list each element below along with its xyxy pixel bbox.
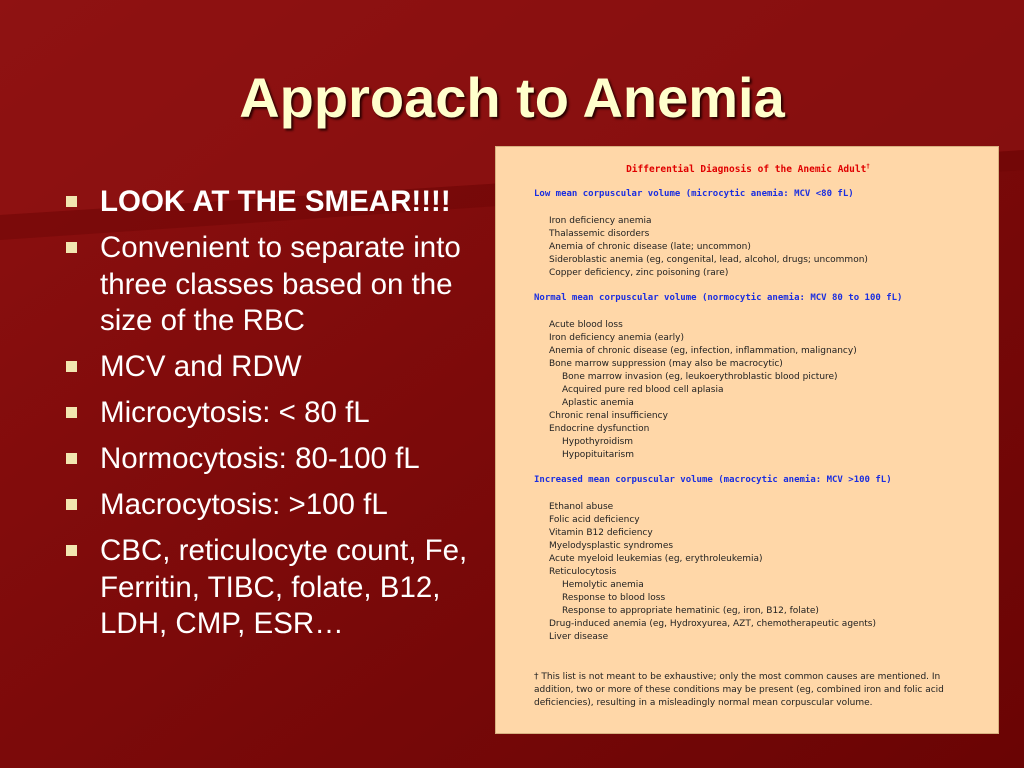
list-item: Anemia of chronic disease (eg, infection, inflammation, malignancy): [549, 346, 857, 356]
square-bullet-icon: [66, 545, 77, 556]
bullet-text: Microcytosis: < 80 fL: [100, 396, 370, 429]
list-item: Response to appropriate hematinic (eg, iron, B12, folate): [562, 606, 819, 616]
table-footnote: † This list is not meant to be exhaustive; only the most common causes are mentioned. In addition, two or more of these conditions may be present (eg, combined iron and folic acid deficiencies), resulting in a misleadingly normal mean corpuscular volume.: [534, 672, 944, 708]
bullet-item: [62, 533, 482, 643]
square-bullet-icon: [66, 196, 77, 207]
bullet-item: [62, 184, 482, 221]
list-item: Drug-induced anemia (eg, Hydroxyurea, AZT, chemotherapeutic agents): [549, 619, 877, 629]
list-item: Thalassemic disorders: [549, 229, 650, 239]
list-item: Acquired pure red blood cell aplasia: [562, 385, 724, 395]
list-item: Hypothyroidism: [562, 437, 634, 447]
bullet-text: Macrocytosis: >100 fL: [100, 488, 388, 521]
list-item: Folic acid deficiency: [549, 515, 640, 525]
section-heading-microcytic: Low mean corpuscular volume (microcytic anemia: MCV <80 fL): [534, 189, 854, 199]
list-item: Vitamin B12 deficiency: [549, 528, 653, 538]
square-bullet-icon: [66, 242, 77, 253]
list-item: Copper deficiency, zinc poisoning (rare): [549, 268, 729, 278]
list-item: Acute blood loss: [549, 320, 623, 330]
slide-title: Approach to Anemia: [239, 66, 785, 129]
section-heading-normocytic: Normal mean corpuscular volume (normocytic anemia: MCV 80 to 100 fL): [534, 293, 903, 303]
list-item: Acute myeloid leukemias (eg, erythroleukemia): [549, 554, 763, 564]
list-item: Iron deficiency anemia: [549, 216, 652, 226]
bullet-item: [62, 487, 482, 524]
list-item: Sideroblastic anemia (eg, congenital, lead, alcohol, drugs; uncommon): [549, 255, 868, 265]
list-item: Anemia of chronic disease (late; uncommon): [549, 242, 751, 252]
bullet-text: Convenient to separate into three classes based on the size of the RBC: [100, 231, 461, 337]
bullet-item: [62, 395, 482, 432]
list-item: Bone marrow invasion (eg, leukoerythroblastic blood picture): [562, 372, 838, 382]
list-item: Hypopituitarism: [562, 450, 634, 460]
square-bullet-icon: [66, 361, 77, 372]
bullet-text: CBC, reticulocyte count, Fe, Ferritin, TIBC, folate, B12, LDH, CMP, ESR…: [100, 534, 468, 640]
bullet-text: Normocytosis: 80-100 fL: [100, 442, 420, 475]
square-bullet-icon: [66, 499, 77, 510]
list-item: Response to blood loss: [562, 593, 666, 603]
section-heading-macrocytic: Increased mean corpuscular volume (macrocytic anemia: MCV >100 fL): [534, 475, 892, 485]
table-title-text: Differential Diagnosis of the Anemic Adult: [626, 164, 867, 176]
list-item: Endocrine dysfunction: [549, 424, 650, 434]
list-item: Chronic renal insufficiency: [549, 411, 668, 421]
list-item: Ethanol abuse: [549, 502, 614, 512]
bullet-text: LOOK AT THE SMEAR!!!!: [100, 185, 451, 218]
dagger-mark: †: [866, 163, 870, 170]
list-item: Reticulocytosis: [549, 567, 617, 577]
list-item: Hemolytic anemia: [562, 580, 644, 590]
list-item: Bone marrow suppression (may also be macrocytic): [549, 359, 783, 369]
list-item: Iron deficiency anemia (early): [549, 333, 684, 343]
bullet-item: [62, 230, 482, 340]
list-item: Liver disease: [549, 632, 609, 642]
list-item: Aplastic anemia: [562, 398, 634, 408]
bullet-list: [62, 184, 482, 652]
differential-diagnosis-table: [495, 146, 999, 734]
list-item: Myelodysplastic syndromes: [549, 541, 674, 551]
bullet-item: [62, 441, 482, 478]
square-bullet-icon: [66, 453, 77, 464]
bullet-item: [62, 349, 482, 386]
square-bullet-icon: [66, 407, 77, 418]
bullet-text: MCV and RDW: [100, 350, 302, 383]
table-title: [496, 163, 1000, 175]
